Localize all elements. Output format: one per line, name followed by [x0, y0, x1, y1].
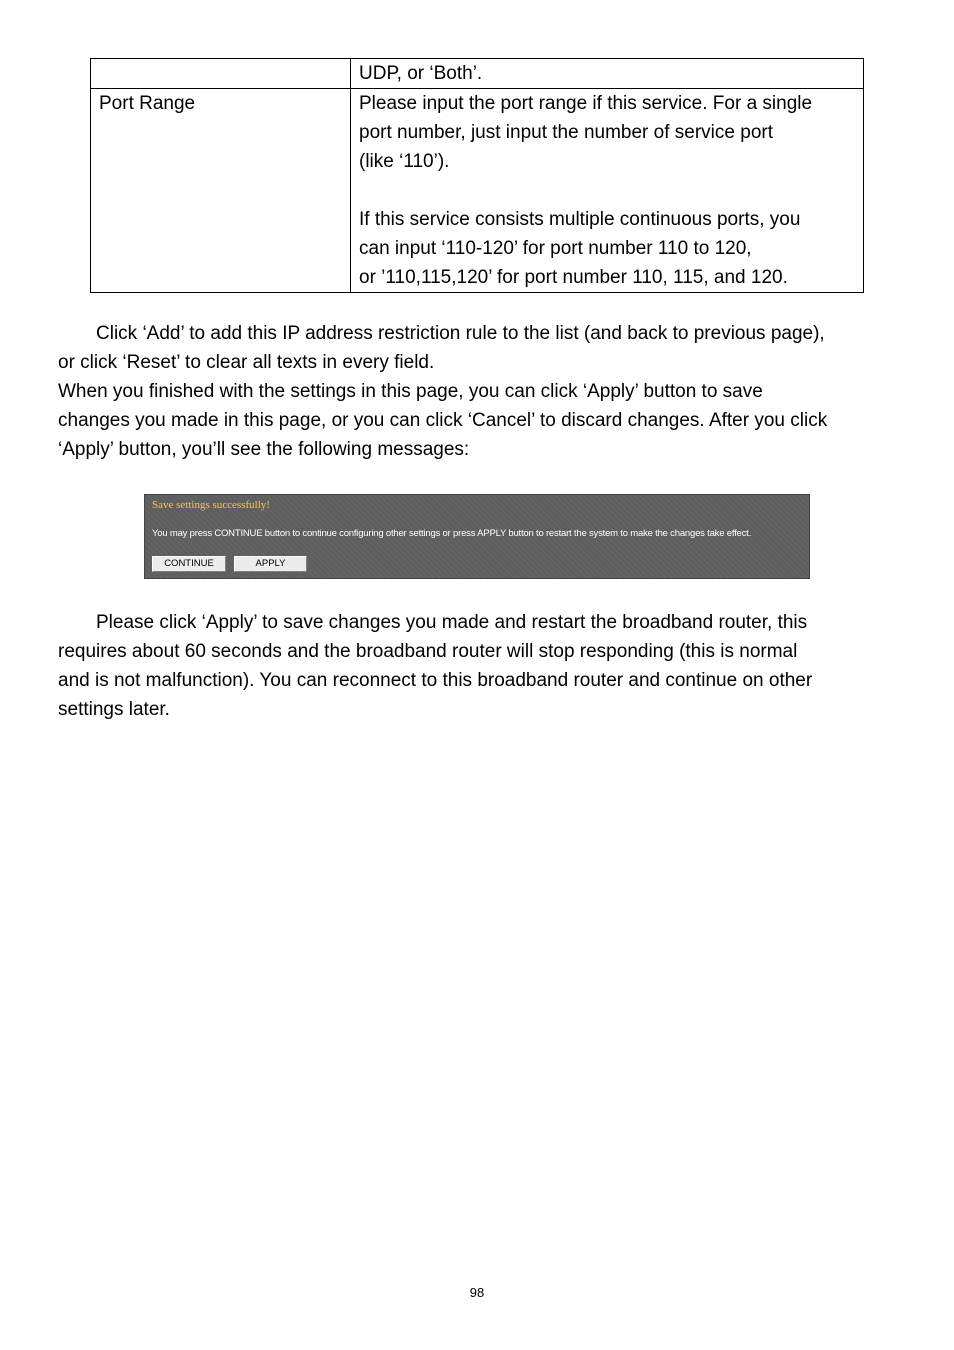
save-success-title: Save settings successfully!	[152, 499, 270, 511]
paragraph-line: When you finished with the settings in this page, you can click ‘Apply’ button to save	[58, 381, 763, 402]
save-settings-screenshot	[144, 494, 810, 579]
paragraph-line: requires about 60 seconds and the broadband router will stop responding (this is normal	[58, 641, 798, 662]
parameter-name-cell	[91, 59, 351, 89]
instruction-paragraph	[58, 319, 898, 464]
save-success-message: You may press CONTINUE button to continue configuring other settings or press APPLY button to restart the system to make the changes take effect.	[152, 528, 752, 539]
page-number: 98	[469, 1285, 485, 1300]
continue-button[interactable]: CONTINUE	[152, 556, 226, 572]
description-line: port number, just input the number of service port	[359, 122, 773, 143]
parameter-description-cell	[351, 89, 864, 293]
paragraph-line: Please click ‘Apply’ to save changes you made and restart the broadband router, this	[96, 612, 808, 633]
paragraph-line: and is not malfunction). You can reconnect to this broadband router and continue on other	[58, 670, 813, 691]
description-line: can input ‘110-120’ for port number 110 to 120,	[359, 238, 752, 259]
apply-button[interactable]: APPLY	[234, 556, 307, 572]
paragraph-line: settings later.	[58, 699, 170, 720]
paragraph-line: ‘Apply’ button, you’ll see the following messages:	[58, 439, 470, 460]
blank-line	[359, 176, 855, 205]
description-line: UDP, or ‘Both’.	[359, 63, 483, 84]
description-line: or ’110,115,120’ for port number 110, 115, and 120.	[359, 267, 788, 288]
description-line: Please input the port range if this service. For a single	[359, 93, 813, 114]
paragraph-line: changes you made in this page, or you can click ‘Cancel’ to discard changes. After you click	[58, 410, 828, 431]
description-line: If this service consists multiple continuous ports, you	[359, 209, 801, 230]
apply-info-paragraph	[58, 608, 898, 724]
parameter-description-cell	[351, 59, 864, 89]
table-row	[91, 89, 864, 293]
parameter-name-cell: Port Range	[91, 89, 351, 293]
paragraph-line: or click ‘Reset’ to clear all texts in every field.	[58, 352, 435, 373]
parameter-table	[90, 58, 864, 293]
description-line: (like ‘110’).	[359, 151, 450, 172]
table-row	[91, 59, 864, 89]
paragraph-line: Click ‘Add’ to add this IP address restriction rule to the list (and back to previous page),	[96, 323, 825, 344]
